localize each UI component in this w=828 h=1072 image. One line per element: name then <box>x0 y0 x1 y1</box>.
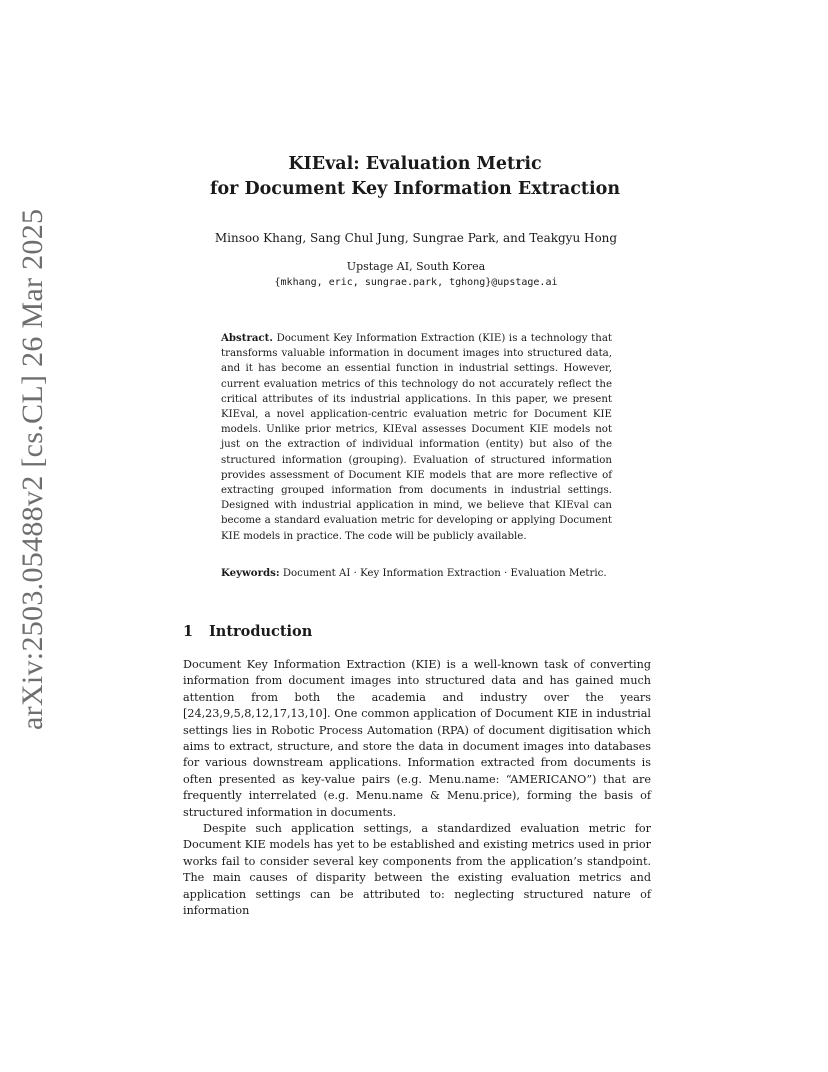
abstract <box>221 331 612 544</box>
abstract-label: Abstract. <box>221 332 273 344</box>
section-title: Introduction <box>209 623 313 640</box>
keywords <box>221 566 612 581</box>
paper-title <box>150 152 680 202</box>
author-list: Minsoo Khang, Sang Chul Jung, Sungrae Park, and Teakgyu Hong <box>214 231 618 245</box>
keywords-label: Keywords: <box>221 567 280 579</box>
paragraph: Despite such application settings, a standardized evaluation metric for Document KIE models has yet to be established and existing metrics used in prior works fail to consider several key components from the application’s standpoint. The main causes of disparity between the existing evaluation metrics and application settings can be attributed to: neglecting structured nature of information <box>183 822 651 918</box>
arxiv-identifier: arXiv:2503.05488v2 [cs.CL] 26 Mar 2025 <box>16 208 49 730</box>
author-emails: {mkhang, eric, sungrae.park, tghong}@upstage.ai <box>274 277 558 288</box>
title-line-2: for Document Key Information Extraction <box>209 179 621 199</box>
keywords-text: Document AI · Key Information Extraction · Evaluation Metric. <box>282 568 607 579</box>
paragraph: Document Key Information Extraction (KIE) is a well-known task of converting information from document images into structured data and has gained much attention from both the academia and industry over the years [24,23,9,5,8,12,17,13,10]. One common application of Document KIE in industrial settings lies in Robotic Process Automation (RPA) of document digitisation which aims to extract, structure, and store the data in document images into databases for various downstream applications. Information extracted from documents is often presented as key-value pairs (e.g. Menu.name: “AMERICANO”) that are frequently interrelated (e.g. Menu.name & Menu.price), forming the basis of structured information in documents. <box>183 658 651 819</box>
introduction-body <box>183 657 651 920</box>
title-line-1: KIEval: Evaluation Metric <box>288 154 542 174</box>
affiliation: Upstage AI, South Korea <box>346 260 486 273</box>
section-heading-introduction <box>183 623 312 641</box>
section-number: 1 <box>183 623 194 640</box>
abstract-text: Document Key Information Extraction (KIE) is a technology that transforms valuable information in document images into structured data, and it has become an essential function in industrial settings. However, current evaluation metrics of this technology do not accurately reflect the critical attributes of its industrial applications. In this paper, we present KIEval, a novel application-centric evaluation metric for Document KIE models. Unlike prior metrics, KIEval assesses Document KIE models not just on the extraction of individual information (entity) but also of the structured information (grouping). Evaluation of structured information provides assessment of Document KIE models that are more reflective of extracting grouped information from documents in industrial settings. Designed with industrial application in mind, we believe that KIEval can become a standard evaluation metric for developing or applying Document KIE models in practice. The code will be publicly available. <box>221 333 612 542</box>
